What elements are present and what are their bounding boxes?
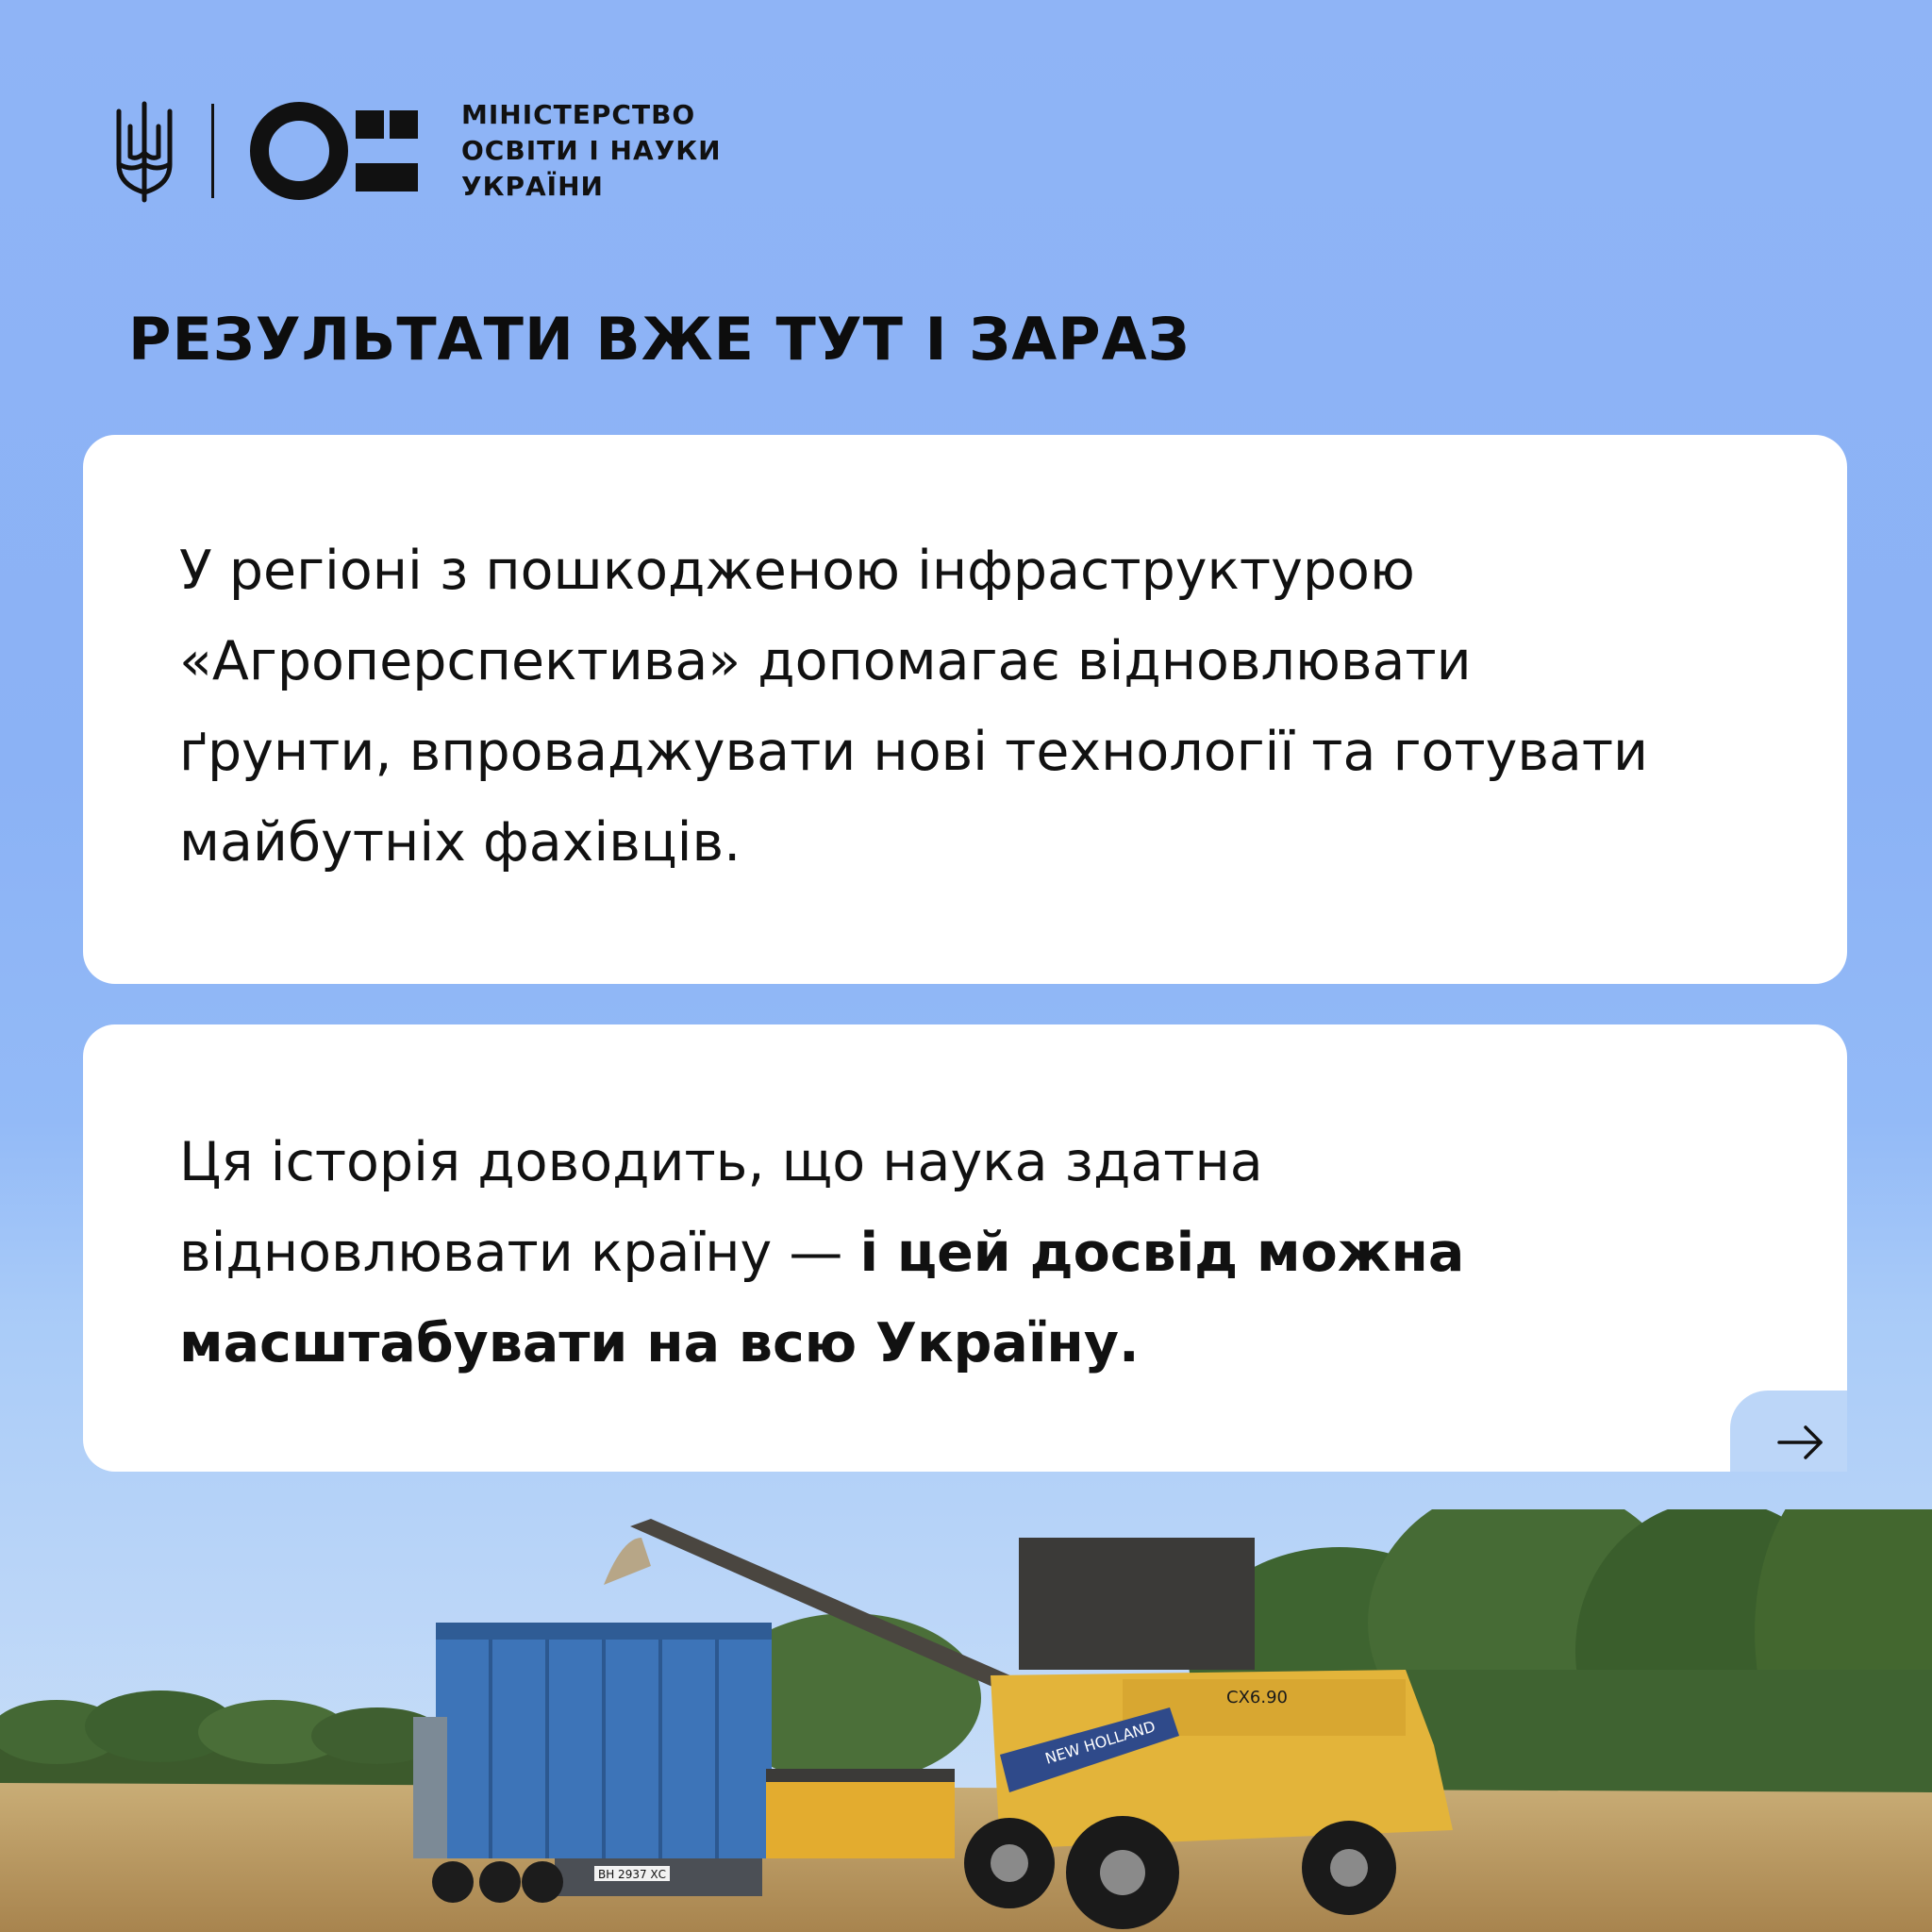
card-2-line-3-bold: масштабувати на всю Україну. [179,1312,1140,1374]
ministry-name [461,97,722,205]
header-divider [211,104,214,198]
combine-brand: NEW HOLLAND [1042,1717,1158,1768]
info-card-1 [83,435,1847,984]
truck-plate: ВН 2937 ХС [597,1868,667,1881]
page-title: РЕЗУЛЬТАТИ ВЖЕ ТУТ І ЗАРАЗ [128,305,1191,374]
card-1-line-3: ґрунти, впроваджувати нові технології та готувати [179,721,1649,783]
harvest-photo [0,1509,1932,1932]
ministry-line-3: УКРАЇНИ [461,171,604,202]
card-1-text [179,525,1772,888]
card-2-text [179,1117,1772,1389]
ministry-logo [250,99,420,203]
trident-icon [111,98,177,204]
card-1-line-2: «Агроперспектива» допомагає відновлювати [179,630,1472,692]
combine-model: CX6.90 [1226,1688,1288,1707]
card-2-line-2: відновлювати країну — [179,1222,860,1284]
header [111,94,722,208]
ministry-line-2: ОСВІТИ І НАУКИ [461,135,722,166]
ministry-line-1: МІНІСТЕРСТВО [461,99,696,130]
card-2-line-2-bold: і цей досвід можна [859,1222,1465,1284]
card-2-line-1: Ця історія доводить, що наука здатна [179,1131,1263,1193]
arrow-right-icon[interactable] [1774,1415,1828,1470]
info-card-2 [83,1024,1847,1472]
card-1-line-4: майбутніх фахівців. [179,811,741,874]
card-1-line-1: У регіоні з пошкодженою інфраструктурою [179,540,1415,602]
